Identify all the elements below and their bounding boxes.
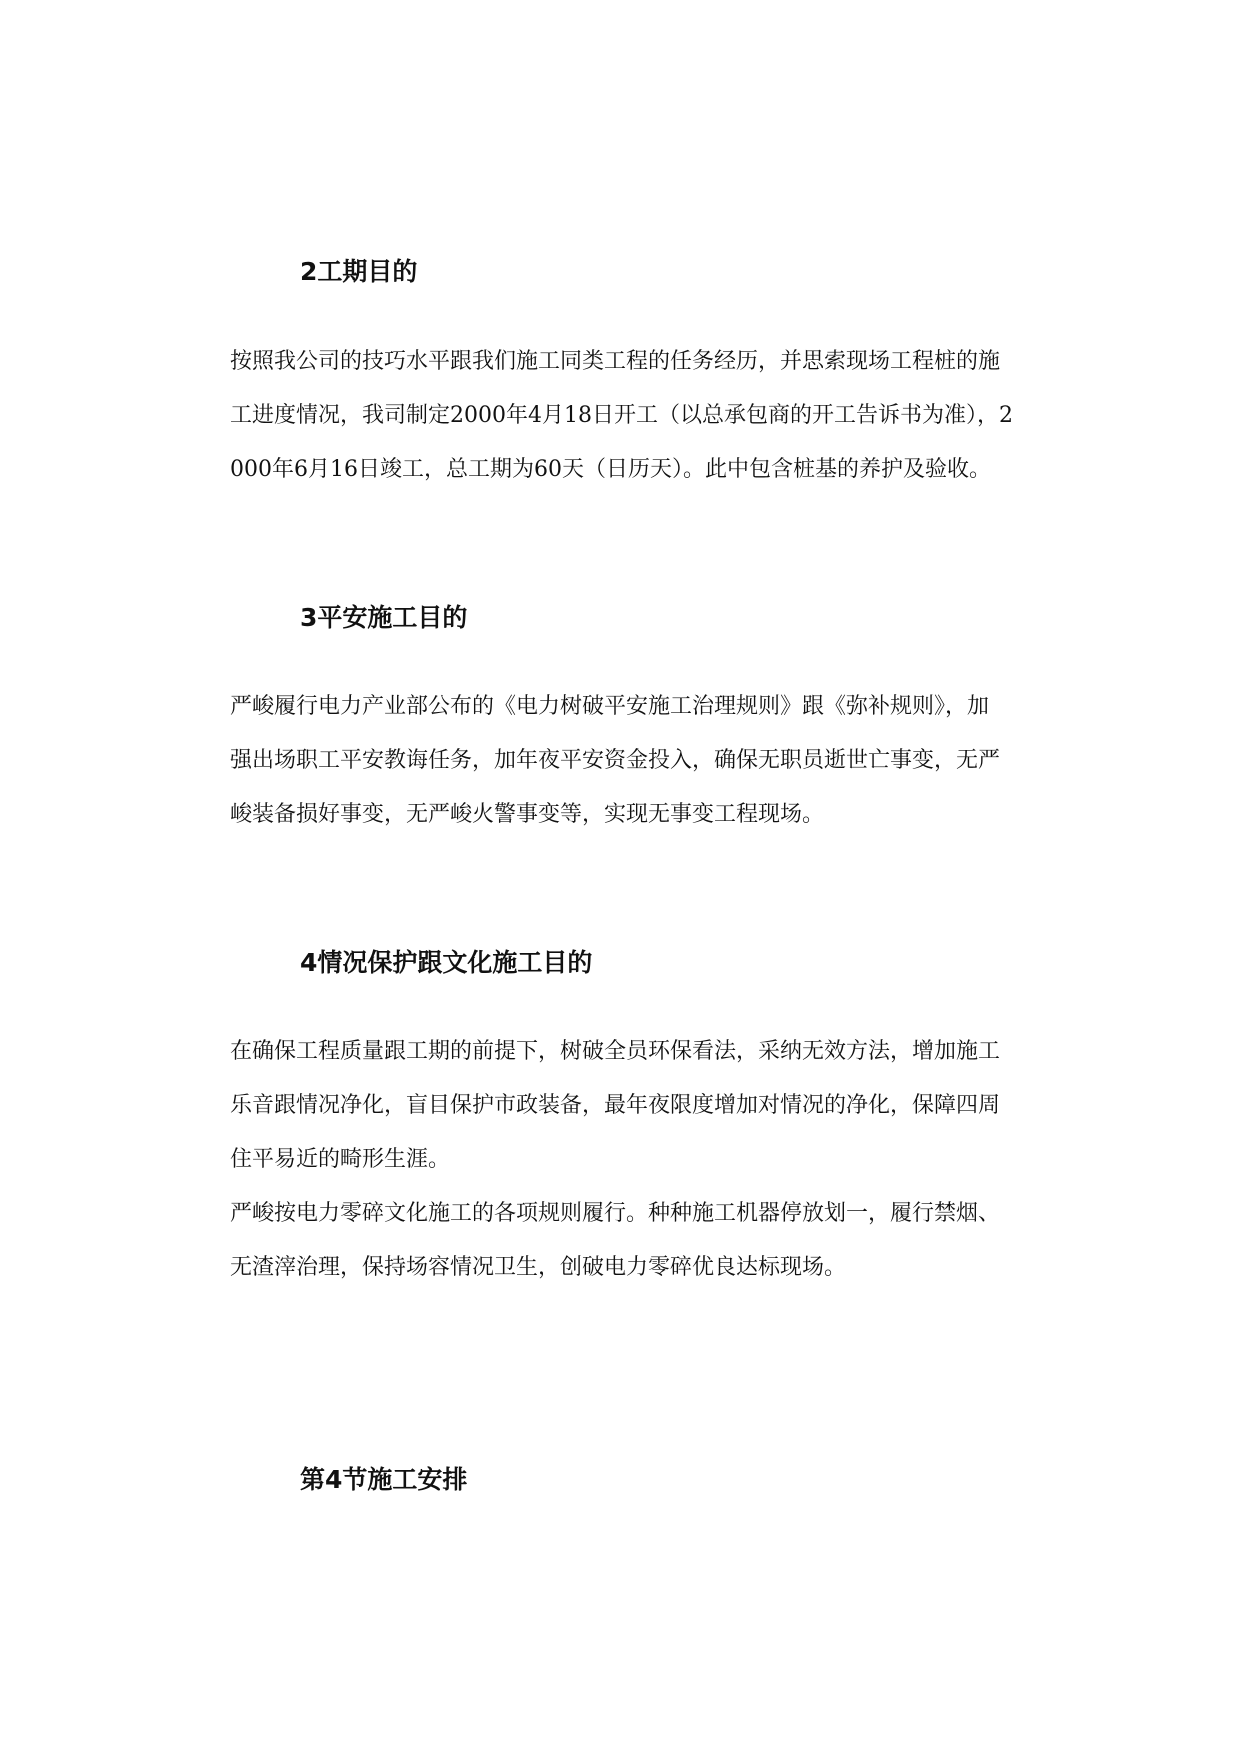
paragraph-line: 000年6月16日竣工，总工期为60天（日历天）。此中包含桩基的养护及验收。 <box>230 457 991 482</box>
paragraph-line: 乐音跟情况净化，盲目保护市政装备，最年夜限度增加对情况的净化，保障四周 <box>230 1093 1001 1118</box>
paragraph-line: 在确保工程质量跟工期的前提下，树破全员环保看法，采纳无效方法，增加施工 <box>230 1039 1001 1064</box>
section-paragraph-safety-goal <box>230 680 1110 842</box>
section-heading-environment-goal: 4情况保护跟文化施工目的 <box>300 948 593 977</box>
section-paragraph-schedule-goal <box>230 335 1110 497</box>
paragraph-line: 强出场职工平安教诲任务，加年夜平安资金投入，确保无职员逝世亡事变，无严 <box>230 748 1001 773</box>
paragraph-line: 工进度情况，我司制定2000年4月18日开工（以总承包商的开工告诉书为准），2 <box>230 403 1013 428</box>
section-heading-safety-goal: 3平安施工目的 <box>300 603 468 632</box>
paragraph-line: 严峻履行电力产业部公布的《电力树破平安施工治理规则》跟《弥补规则》，加 <box>230 694 990 719</box>
section-paragraph-environment-goal <box>230 1025 1110 1295</box>
paragraph-line: 按照我公司的技巧水平跟我们施工同类工程的任务经历，并思索现场工程桩的施 <box>230 349 1001 374</box>
paragraph-line: 峻装备损好事变，无严峻火警事变等，实现无事变工程现场。 <box>230 802 825 827</box>
paragraph-line: 住平易近的畸形生涯。 <box>230 1147 451 1172</box>
chapter-heading-construction-arrangement: 第4节施工安排 <box>300 1465 468 1494</box>
paragraph-line: 无渣滓治理，保持场容情况卫生，创破电力零碎优良达标现场。 <box>230 1255 847 1280</box>
section-heading-schedule-goal: 2工期目的 <box>300 257 418 286</box>
paragraph-line: 严峻按电力零碎文化施工的各项规则履行。种种施工机器停放划一，履行禁烟、 <box>230 1201 1001 1226</box>
